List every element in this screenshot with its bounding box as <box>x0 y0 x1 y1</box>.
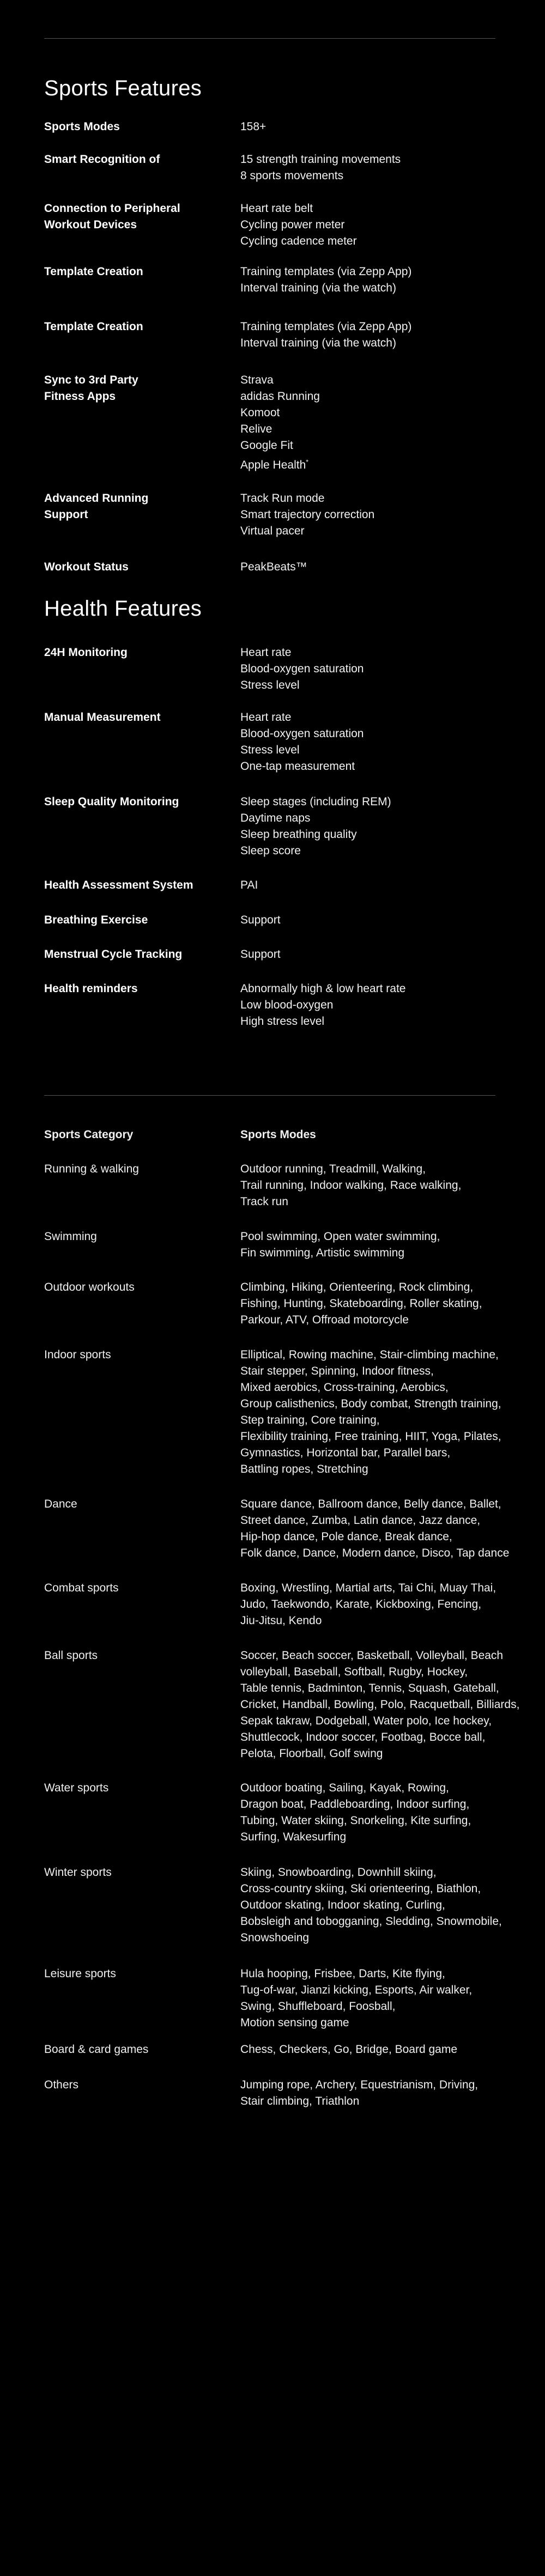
feature-value-line: PAI <box>240 879 258 891</box>
feature-label-line: Template Creation <box>44 265 143 278</box>
sports-modes-line: Chess, Checkers, Go, Bridge, Board game <box>240 2043 458 2056</box>
sports-modes-line: Cross-country skiing, Ski orienteering, Biathlon, <box>240 1882 481 1895</box>
sports-category: Indoor sports <box>44 1348 111 1361</box>
sports-modes-line: Table tennis, Badminton, Tennis, Squash, Gateball, <box>240 1682 499 1694</box>
feature-label <box>44 559 229 575</box>
feature-values <box>240 264 524 296</box>
feature-value-line: adidas Running <box>240 390 320 403</box>
feature-value-line: Training templates (via Zepp App) <box>240 265 412 278</box>
feature-value-line: Komoot <box>240 406 280 419</box>
sports-modes-line: Dragon boat, Paddleboarding, Indoor surfing, <box>240 1798 470 1811</box>
sports-category: Ball sports <box>44 1649 98 1662</box>
feature-label <box>44 490 229 523</box>
sports-modes <box>240 1161 545 1210</box>
feature-label <box>44 794 229 810</box>
feature-label <box>44 151 229 168</box>
top-divider <box>44 38 495 39</box>
feature-label-line: Health Assessment System <box>44 879 193 891</box>
sports-modes <box>240 1864 545 1946</box>
sports-modes-line: Hula hooping, Frisbee, Darts, Kite flying, <box>240 1967 445 1980</box>
mid-divider <box>44 1095 495 1096</box>
category-header: Sports Category <box>44 1128 134 1141</box>
feature-value-line: Sleep breathing quality <box>240 828 357 841</box>
sports-category: Combat sports <box>44 1582 119 1594</box>
feature-label-line: Smart Recognition of <box>44 153 160 166</box>
feature-values <box>240 645 524 694</box>
sports-modes-line: Tug-of-war, Jianzi kicking, Esports, Air walker, <box>240 1984 473 1996</box>
sports-modes-line: Jumping rope, Archery, Equestrianism, Driving, <box>240 2079 479 2091</box>
feature-values <box>240 490 524 539</box>
feature-label <box>44 981 229 997</box>
feature-value-line: Google Fit <box>240 439 293 452</box>
sports-category: Water sports <box>44 1782 109 1794</box>
feature-value-line: High stress level <box>240 1015 325 1028</box>
sports-modes-line: Cricket, Handball, Bowling, Polo, Racquetball, Billiards, <box>240 1698 520 1711</box>
feature-value-line: Stress level <box>240 744 300 756</box>
feature-label <box>44 119 229 135</box>
feature-values <box>240 559 524 575</box>
sports-modes-line: Step training, Core training, <box>240 1414 380 1426</box>
sports-modes-line: Pool swimming, Open water swimming, <box>240 1230 440 1243</box>
feature-value-line: Support <box>240 914 281 926</box>
feature-label-line: Support <box>44 508 88 521</box>
feature-label-line: Sports Modes <box>44 120 120 133</box>
feature-values <box>240 201 524 250</box>
feature-value-line: 8 sports movements <box>240 169 344 182</box>
feature-value-line: Smart trajectory correction <box>240 508 375 521</box>
feature-value-line: PeakBeats™ <box>240 561 307 573</box>
feature-value-line: Abnormally high & low heart rate <box>240 982 406 995</box>
sports-modes <box>240 1229 545 1261</box>
sports-category: Outdoor workouts <box>44 1281 135 1293</box>
feature-label-line: Sleep Quality Monitoring <box>44 795 179 808</box>
feature-label <box>44 264 229 280</box>
feature-value-line: 15 strength training movements <box>240 153 401 166</box>
feature-values <box>240 709 524 775</box>
sports-modes-line: Judo, Taekwondo, Karate, Kickboxing, Fencing, <box>240 1598 482 1611</box>
footnote-mark: * <box>306 458 308 466</box>
feature-values <box>240 981 524 1030</box>
sports-modes <box>240 1580 545 1629</box>
sports-modes-line: Bobsleigh and tobogganing, Sledding, Snowmobile, <box>240 1915 502 1928</box>
feature-value-line: One-tap measurement <box>240 760 355 773</box>
feature-label <box>44 319 229 335</box>
feature-values <box>240 319 524 351</box>
feature-value-line: Low blood-oxygen <box>240 999 334 1011</box>
sports-modes-line: Fishing, Hunting, Skateboarding, Roller skating, <box>240 1297 482 1310</box>
sports-category: Dance <box>44 1498 77 1510</box>
feature-value-line: Cycling power meter <box>240 218 345 231</box>
sports-modes-line: Folk dance, Dance, Modern dance, Disco, Tap dance <box>240 1547 510 1559</box>
feature-label-line: Workout Status <box>44 561 129 573</box>
sports-category: Swimming <box>44 1230 97 1243</box>
feature-value-line: Track Run mode <box>240 492 325 505</box>
feature-label-line: Workout Devices <box>44 218 137 231</box>
feature-label <box>44 372 229 405</box>
feature-value-line: Training templates (via Zepp App) <box>240 320 412 333</box>
feature-label <box>44 946 229 963</box>
sports-modes-line: Surfing, Wakesurfing <box>240 1831 347 1843</box>
sports-modes-line: Soccer, Beach soccer, Basketball, Volleyball, Beach <box>240 1649 504 1662</box>
feature-value-line: Virtual pacer <box>240 525 305 537</box>
sports-modes-line: Street dance, Zumba, Latin dance, Jazz dance, <box>240 1514 481 1527</box>
feature-value-line: Support <box>240 948 281 961</box>
sports-modes-line: Outdoor running, Treadmill, Walking, <box>240 1163 426 1175</box>
sports-modes-line: Shuttlecock, Indoor soccer, Footbag, Bocce ball, <box>240 1731 486 1743</box>
feature-label-line: Health reminders <box>44 982 138 995</box>
feature-label-line: Advanced Running <box>44 492 149 505</box>
sports-modes-line: Outdoor boating, Sailing, Kayak, Rowing, <box>240 1782 449 1794</box>
feature-values <box>240 372 524 473</box>
feature-value-line: Blood-oxygen saturation <box>240 727 364 740</box>
feature-values <box>240 946 524 963</box>
feature-value-line: Interval training (via the watch) <box>240 337 396 349</box>
sports-category: Winter sports <box>44 1866 112 1879</box>
feature-value-line: Heart rate <box>240 646 292 659</box>
feature-value-line: Sleep score <box>240 845 301 857</box>
modes-header: Sports Modes <box>240 1128 316 1141</box>
sports-modes-line: Stair climbing, Triathlon <box>240 2095 360 2107</box>
feature-label-line: Menstrual Cycle Tracking <box>44 948 183 961</box>
sports-features-title: Sports Features <box>44 76 202 100</box>
feature-values <box>240 151 524 184</box>
sports-modes-line: Track run <box>240 1195 288 1208</box>
sports-modes-line: Group calisthenics, Body combat, Strength training, <box>240 1398 501 1410</box>
feature-label-line: Sync to 3rd Party <box>44 374 138 386</box>
sports-modes-line: Mixed aerobics, Cross-training, Aerobics, <box>240 1381 449 1394</box>
feature-values <box>240 877 524 894</box>
sports-category: Running & walking <box>44 1163 139 1175</box>
health-features-title: Health Features <box>44 597 202 621</box>
sports-modes-line: Stair stepper, Spinning, Indoor fitness, <box>240 1365 434 1377</box>
sports-modes-line: volleyball, Baseball, Softball, Rugby, Hockey, <box>240 1666 468 1678</box>
feature-value-line: Heart rate <box>240 711 292 724</box>
feature-value-line: Strava <box>240 374 274 386</box>
sports-modes <box>240 2077 545 2110</box>
feature-label-line: 24H Monitoring <box>44 646 128 659</box>
sports-modes-line: Sepak takraw, Dodgeball, Water polo, Ice hockey, <box>240 1715 492 1727</box>
feature-label-line: Fitness Apps <box>44 390 116 403</box>
feature-label-line: Breathing Exercise <box>44 914 148 926</box>
feature-value-line: Cycling cadence meter <box>240 235 357 247</box>
sports-modes-line: Gymnastics, Horizontal bar, Parallel bars, <box>240 1447 451 1459</box>
feature-values <box>240 119 524 135</box>
feature-value-line: Heart rate belt <box>240 202 313 215</box>
sports-modes-line: Trail running, Indoor walking, Race walking, <box>240 1179 462 1192</box>
sports-modes <box>240 1496 545 1562</box>
sports-modes-line: Swing, Shuffleboard, Foosball, <box>240 2000 396 2013</box>
sports-modes-line: Pelota, Floorball, Golf swing <box>240 1747 383 1760</box>
sports-category: Leisure sports <box>44 1967 116 1980</box>
feature-values <box>240 912 524 928</box>
sports-modes <box>240 1279 545 1328</box>
sports-category: Board & card games <box>44 2043 149 2056</box>
feature-label <box>44 912 229 928</box>
feature-label <box>44 877 229 894</box>
sports-modes <box>240 1780 545 1845</box>
sports-modes-line: Hip-hop dance, Pole dance, Break dance, <box>240 1530 452 1543</box>
feature-value-line: Interval training (via the watch) <box>240 282 396 294</box>
feature-value-line: Relive <box>240 423 272 435</box>
sports-modes-line: Jiu-Jitsu, Kendo <box>240 1614 322 1627</box>
sports-modes <box>240 1648 545 1762</box>
feature-value-line: Stress level <box>240 679 300 691</box>
sports-modes-line: Climbing, Hiking, Orienteering, Rock climbing, <box>240 1281 474 1293</box>
sports-modes <box>240 1347 545 1478</box>
sports-modes-line: Outdoor skating, Indoor skating, Curling, <box>240 1899 445 1911</box>
sports-modes-line: Battling ropes, Stretching <box>240 1463 368 1475</box>
sports-modes-line: Skiing, Snowboarding, Downhill skiing, <box>240 1866 437 1879</box>
feature-value-line: Sleep stages (including REM) <box>240 795 391 808</box>
feature-label-line: Template Creation <box>44 320 143 333</box>
sports-modes-line: Fin swimming, Artistic swimming <box>240 1247 405 1259</box>
feature-label <box>44 709 229 726</box>
feature-value-line: 158+ <box>240 120 267 133</box>
feature-label-line: Manual Measurement <box>44 711 161 724</box>
feature-value-line: Blood-oxygen saturation <box>240 663 364 675</box>
sports-modes-line: Boxing, Wrestling, Martial arts, Tai Chi, Muay Thai, <box>240 1582 496 1594</box>
sports-modes <box>240 2042 545 2058</box>
feature-value-line: Apple Health* <box>240 458 308 471</box>
sports-modes-line: Square dance, Ballroom dance, Belly dance, Ballet, <box>240 1498 501 1510</box>
feature-label <box>44 645 229 661</box>
sports-modes-line: Flexibility training, Free training, HIIT, Yoga, Pilates, <box>240 1430 501 1443</box>
sports-modes-line: Parkour, ATV, Offroad motorcycle <box>240 1314 409 1326</box>
feature-values <box>240 794 524 859</box>
sports-modes-line: Motion sensing game <box>240 2016 349 2029</box>
sports-modes-line: Snowshoeing <box>240 1931 310 1944</box>
sports-category: Others <box>44 2079 79 2091</box>
feature-label-line: Connection to Peripheral <box>44 202 180 215</box>
sports-modes <box>240 1966 545 2031</box>
feature-label <box>44 201 229 233</box>
sports-modes-line: Tubing, Water skiing, Snorkeling, Kite surfing, <box>240 1814 471 1827</box>
feature-value-line: Daytime naps <box>240 812 311 824</box>
sports-modes-line: Elliptical, Rowing machine, Stair-climbing machine, <box>240 1348 499 1361</box>
